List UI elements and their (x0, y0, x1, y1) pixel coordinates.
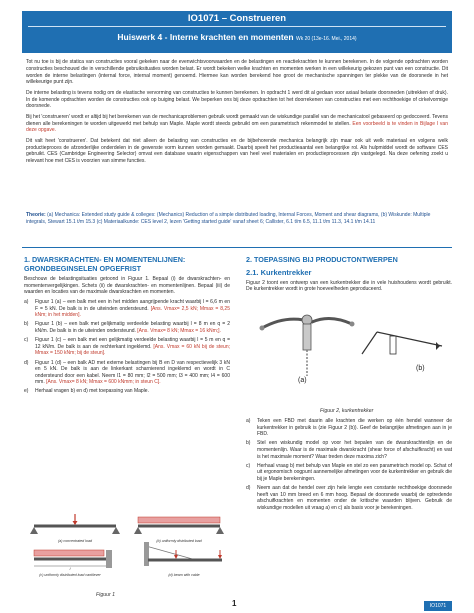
intro-paragraph-1: Tot nu toe is bij de statica van constructies vooral gekeken naar de evenwichtsvoorwaarden en de belastingen en reactiekrachten te kunnen berekenen. In de volgende opdrachten worden constructies beschouwd die in verschillende gebruiksituaties worden belast. Er wordt bekeken welke krachten en momenten werken in een willekeurig gekozen punt van een constructie. Dit worden de interne belastingen (internal force, internal moment) genoemd. Hiermee kan worden berekend hoe groot de mechanische spanningen ter plekke van de doorsnede in het willekeurige punt zijn. (26, 59, 448, 86)
figure-1-beams (26, 512, 228, 578)
question-answer: [Ans. Vmax= 8 kN; Mmax = 16 kNm;]. (137, 327, 221, 334)
fig-dim-l: l (69, 567, 71, 571)
question-2d (246, 485, 452, 511)
question-2b (246, 440, 452, 460)
question-1c (24, 337, 230, 357)
beam-case-d (144, 542, 222, 577)
question-text: Herhaal vraag b) met behulp van Maple en stel zo een parametrisch model op. Schat of uit ergonomisch oogpunt aannemelijke afmetingen voor de kurkentrekker en gebruik die bij je Maple berekeningen. (257, 462, 452, 482)
question-answer: [Ans. Vmax= 8 kN; Mmax = 600 kNmm; in steun C]. (46, 379, 161, 386)
question-text: Stel een wiskundig model op voor het bepalen van de dwarskrachtenlijn en de momentenlijn. Waar is de maximale dwarskracht (shear force of afschuifkracht) en wat is het maximale moment? Waar treden deze maxima zich? (257, 440, 452, 460)
question-1e (24, 388, 230, 395)
corkscrew-photo-a (260, 315, 355, 384)
question-text: Figuur 1 (c) – een balk met een gelijkmatig verdeelde belasting waarbij l = 5 m en q = 12 kN/m. De balk is aan de rechterkant ingeklemd. (35, 337, 230, 350)
figure-1-caption: Figuur 1 (96, 592, 116, 598)
theory-text: (a) Mechanica: Extended study guide & colleges: (Mechanics) Reduction of a simple distributed loading, Internal Forces, Moment and shear diagrams, (b) Wiskunde: Multiple integrals, Stewart 15.1 t/m 15.3 (c) Materiaalkunde: CES level 2, lezen 'Getting started guide' vanaf sheet 6; Callister, 6.1 t/m 6.5, 11.1 t/m 11.3, 14.1 t/m 14.11 (26, 212, 431, 225)
question-1d (24, 360, 230, 386)
fig-2-label-b: (b) (416, 365, 425, 372)
section-2-heading: 2. TOEPASSING BIJ PRODUCTONTWERPEN (246, 255, 398, 264)
fig-label-c: (c) uniformly distributed load cantilever (39, 573, 101, 577)
question-label: d) (24, 359, 29, 366)
intro-paragraph-2: De interne belasting is tevens nodig om de elastische vervorming van constructies te kunnen berekenen. In opdracht 1 werd dit al gedaan voor axiaal belaste doorsneden (uitrekken of druk). In de komende opdrachten worden de constructies ook op buiging belast. We beperken ons bij deze opdrachten tot het doorrekenen van constructies met een rechthoekige of cirkelvormige doorsnede. (26, 89, 448, 110)
corkscrew-diagram-b (362, 332, 442, 372)
fig-label-d: (d) beam with cable (168, 573, 200, 577)
fig-2-label-a: (a) (298, 377, 307, 384)
question-2c (246, 463, 452, 483)
page-number: 1 (232, 599, 237, 608)
question-answer: [Ans. Vmax= 2,5 kN; Mmax = 8,25 kNm; in het midden]. (35, 305, 230, 319)
course-title: IO1071 – Construeren (187, 13, 287, 24)
section-2-1-heading: 2.1. Kurkentrekker (246, 267, 312, 277)
question-text: Neem aan dat de hendel over zijn hele lengte een constante rechthoekige doorsnede heeft van 10 mm breed en 6 mm hoog. Bepaal de doorsnede waarbij de optredende afschuifkrachten en momenten onder de kritische waarden blijven. Gebruik de wiskundige modellen uit vraag a) en c) als basis voor je berekeningen. (257, 485, 452, 511)
assignment-week: Wk 20 (13e-16. Mei., 2014) (295, 36, 357, 42)
right-column (246, 256, 452, 296)
beam-case-a (30, 514, 120, 543)
assignment-title (22, 32, 452, 42)
question-label: c) (246, 462, 251, 469)
fig-label-b: (b) uniformly distributed load (156, 539, 202, 543)
intro-paragraph-3-main: Bij het 'construeren' wordt er altijd bij het berekenen van de mechanicaproblemen gebruik wordt gemaakt van de wiskundige parallel van de mechanicatool gebaseerd op gedocceerd. Tevens dienen alle berekeningen te worden uitgewerkt met behulp van Maple. Maple wordt steeds gebruikt om een parametrisch rekenmodel te stellen. (26, 113, 448, 127)
question-text: Teken een FBD met daarin alle krachten die werken op één hendel wanneer de kurkentrekker in gebruik is (zie Figuur 2 (b)). Geef de belangrijke afmetingen aan in je FBD. (257, 418, 452, 438)
intro-text (26, 59, 448, 169)
section-1-intro: Beschouw de belastingsituaties getoond in Figuur 1. Bepaal (i) de dwarskrachten- en momentenvergelijkingen. Schets (ii) de dwarskrachten- en momentenlijnen. Bepaal (iii) de waarden en locaties van de maximale dwarskrachten en momenten. (24, 276, 230, 296)
beam-case-b (134, 517, 224, 543)
question-2a (246, 418, 452, 438)
question-text: Figuur 1 (b) – een balk met gelijkmatig verdeelde belasting waarbij l = 8 m en q = 2 kN/m. De balk is in de uiteinden ondersteund. (35, 321, 230, 334)
intro-paragraph-3-red: Een voorbeeld is te vinden in Bijlage I van deze opgave. (26, 120, 448, 134)
question-label: b) (246, 440, 251, 447)
assignment-title-text: Huiswerk 4 - Interne krachten en momenten (117, 32, 294, 42)
question-label: d) (246, 485, 251, 492)
fig-label-a: (a) concentrated load (58, 539, 92, 543)
question-text: Figuur 1 (d) – een balk AD met externe belastingen bij B en D van respectievelijk 3 kN en 5 kN. De balk is aan de linkerkant scharnierend ingeklemd en wordt in C ondersteund door een kabel. Neem l1 = 80 mm; l2 = 500 mm; l3 = 400 mm; l4 = 600 mm. (35, 359, 230, 386)
question-label: a) (24, 298, 29, 305)
figure-2-corkscrew (252, 306, 448, 384)
question-label: c) (24, 337, 29, 344)
section-1-heading: 1. DWARSKRACHTEN- EN MOMENTENLIJNEN: GRONDBEGINSELEN OPGEFRIST (24, 255, 186, 273)
left-column (24, 256, 230, 398)
question-text: Herhaal vragen b) en d) met toepassing van Maple. (35, 388, 149, 395)
section-2-intro: Figuur 2 toont een ontwerp van een kurkentrekker die in vele huishoudens wordt gebruikt. De kurkentrekker wordt in grote hoeveelheden geproduceerd. (246, 279, 452, 293)
section-divider (22, 247, 452, 248)
beam-case-c (34, 550, 112, 577)
question-answer: [Ans. Vmax = 60 kN bij de steun; Mmax = 150 kNm; bij de steun]. (35, 343, 231, 357)
course-badge: IO1071 (424, 601, 452, 611)
question-label: b) (24, 321, 29, 328)
figure-2-caption: Figuur 2, kurkentrekker (320, 408, 374, 414)
question-label: a) (246, 418, 251, 424)
question-label: e) (24, 388, 29, 395)
theory-label: Theorie: (26, 212, 46, 218)
question-1a (24, 299, 230, 319)
intro-paragraph-3 (26, 114, 448, 134)
intro-paragraph-4: Dit valt heet 'construeren'. Dat betekent dat niet alleen de belasting van constructies en de bijbehorende mechanica belangrijk zijn maar ook uit welk materiaal en volgens welk productieproces de afzonderlijke onderdelen in de gewenste vorm kunnen worden gemaakt. Daarbij speelt het productieaantal een belangrijke rol. Als hulpmiddel wordt de software CES gebruikt. CES (Cambridge Engineering Selector) omvat een database waarin eigenschappen van heel veel materialen en productieprocessen zijn vastgelegd. Na deze oefening zoekt u relevant hoe met CES is voorzien van simme functies. (26, 137, 448, 165)
theory-block (26, 212, 448, 226)
header-band (22, 11, 452, 53)
right-column-questions (246, 418, 452, 514)
header-divider (28, 26, 446, 27)
question-text: Figuur 1 (a) – een balk met een in het midden aangrijpende kracht waarbij l = 6,6 m en F = 5 kN. De balk is in de uiteinden ondersteund. (35, 298, 230, 312)
question-1b (24, 321, 230, 334)
